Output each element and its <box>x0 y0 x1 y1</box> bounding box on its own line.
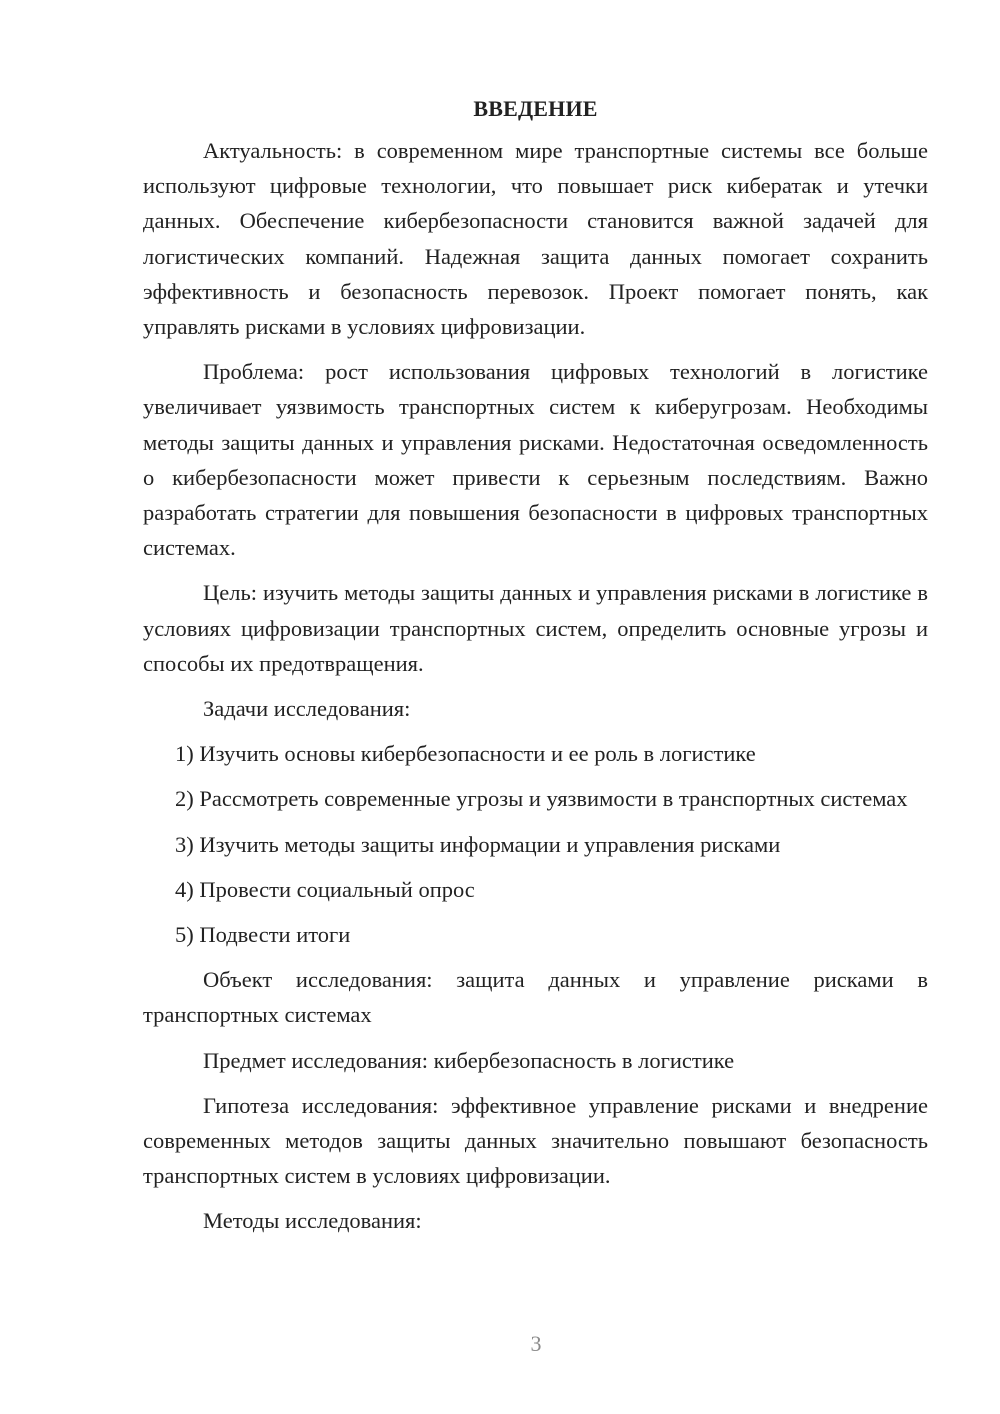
section-title: ВВЕДЕНИЕ <box>473 96 598 121</box>
paragraph-object: Объект исследования: защита данных и управление рисками в транспортных системах <box>143 967 928 1028</box>
task-item-2: 2) Рассмотреть современные угрозы и уязвимости в транспортных системах <box>175 786 908 812</box>
task-item-5: 5) Подвести итоги <box>175 922 351 948</box>
task-item-4: 4) Провести социальный опрос <box>175 876 475 902</box>
tasks-heading: Задачи исследования: <box>203 696 411 722</box>
page-content <box>143 94 928 1249</box>
methods-heading: Методы исследования: <box>203 1208 422 1234</box>
task-item-1: 1) Изучить основы кибербезопасности и ее роль в логистике <box>175 741 756 767</box>
paragraph-subject: Предмет исследования: кибербезопасность в логистике <box>203 1047 735 1073</box>
task-item-3: 3) Изучить методы защиты информации и управления рисками <box>175 831 781 857</box>
paragraph-relevance: Актуальность: в современном мире транспортные системы все больше используют цифровые технологии, что повышает риск кибератак и утечки данных. Обеспечение кибербезопасности становится важной задачей для логистических компаний. Надежная защита данных помогает сохранить эффективность и безопасность перевозок. Проект помогает понять, как управлять рисками в условиях цифровизации. <box>143 138 928 340</box>
paragraph-problem: Проблема: рост использования цифровых технологий в логистике увеличивает уязвимость транспортных систем к киберугрозам. Необходимы методы защиты данных и управления рисками. Недостаточная осведомленность о кибербезопасности может привести к серьезным последствиям. Важно разработать стратегии для повышения безопасности в цифровых транспортных системах. <box>143 359 928 561</box>
paragraph-goal: Цель: изучить методы защиты данных и управления рисками в логистике в условиях цифровизации транспортных систем, определить основные угрозы и способы их предотвращения. <box>143 580 928 676</box>
paragraph-hypothesis: Гипотеза исследования: эффективное управление рисками и внедрение современных методов защиты данных значительно повышают безопасность транспортных систем в условиях цифровизации. <box>143 1092 928 1189</box>
page-number: 3 <box>530 1331 542 1356</box>
